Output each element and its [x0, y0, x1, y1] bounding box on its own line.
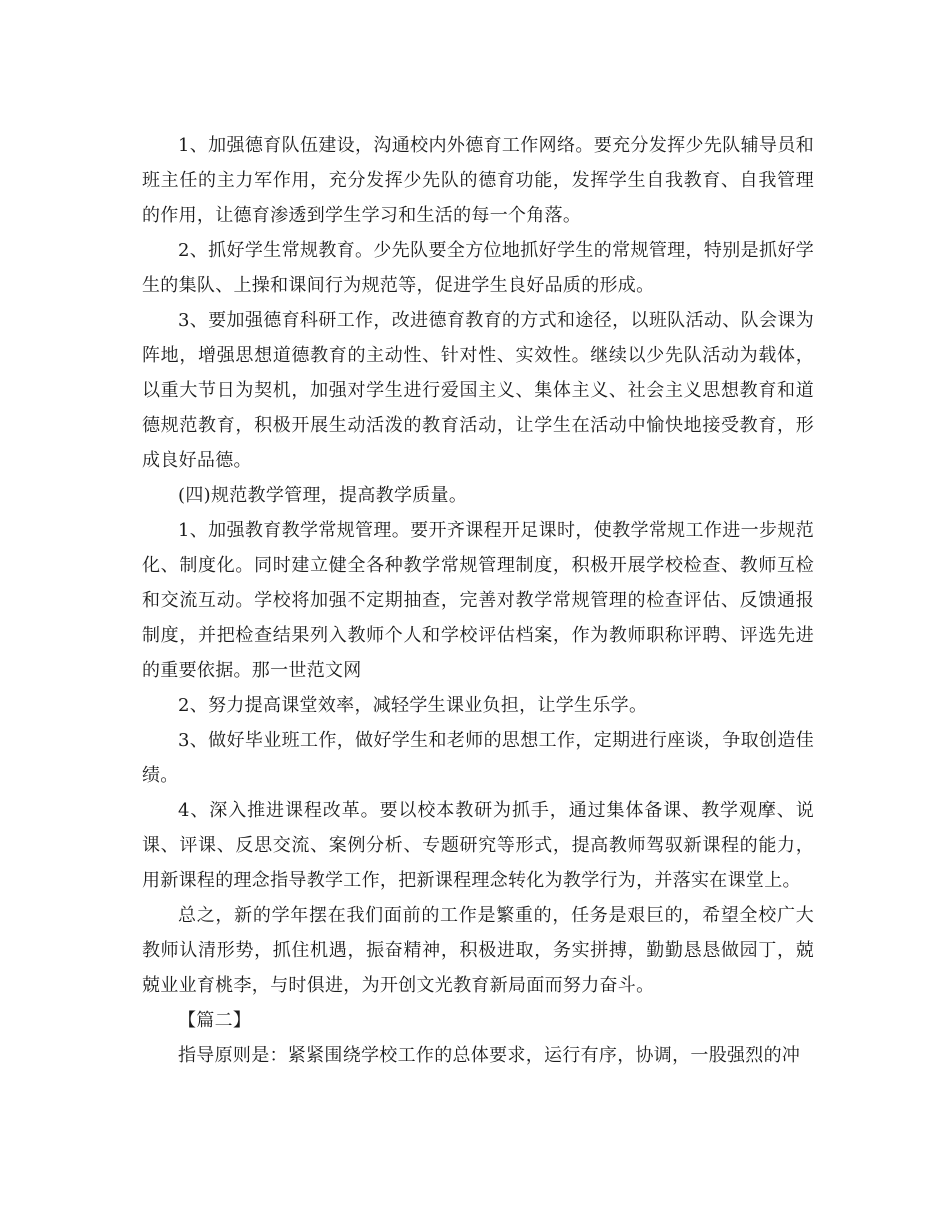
document-body — [142, 128, 814, 1073]
section-heading-teaching-management: (四)规范教学管理，提高教学质量。 — [178, 485, 468, 506]
paragraph-routine-education: 2、抓好学生常规教育。少先队要全方位地抓好学生的常规管理，特别是抓好学生的集队、上操和课间行为规范等，促进学生良好品质的形成。 — [142, 240, 814, 296]
paragraph-moral-research: 3、要加强德育科研工作，改进德育教育的方式和途径，以班队活动、队会课为阵地，增强思想道德教育的主动性、针对性、实效性。继续以少先队活动为载体，以重大节日为契机，加强对学生进行爱国主义、集体主义、社会主义思想教育和道德规范教育，积极开展生动活泼的教育活动，让学生在活动中愉快地接受教育，形成良好品德。 — [142, 310, 814, 471]
paragraph-moral-team: 1、加强德育队伍建设，沟通校内外德育工作网络。要充分发挥少先队辅导员和班主任的主力军作用，充分发挥少先队的德育功能，发挥学生自我教育、自我管理的作用，让德育渗透到学生学习和生活的每一个角落。 — [142, 135, 814, 226]
section-heading-part-two: 【篇二】 — [178, 1010, 252, 1031]
paragraph-teaching-routine: 1、加强教育教学常规管理。要开齐课程开足课时，使教学常规工作进一步规范化、制度化。同时建立健全各种教学常规管理制度，积极开展学校检查、教师互检和交流互动。学校将加强不定期抽查，完善对教学常规管理的检查评估、反馈通报制度，并把检查结果列入教师个人和学校评估档案，作为教师职称评聘、评选先进的重要依据。那一世范文网 — [142, 520, 814, 681]
paragraph-classroom-efficiency: 2、努力提高课堂效率，减轻学生课业负担，让学生乐学。 — [178, 695, 648, 716]
paragraph-graduating-class: 3、做好毕业班工作，做好学生和老师的思想工作，定期进行座谈，争取创造佳绩。 — [142, 730, 814, 786]
paragraph-curriculum-reform: 4、深入推进课程改革。要以校本教研为抓手，通过集体备课、教学观摩、说课、评课、反思交流、案例分析、专题研究等形式，提高教师驾驭新课程的能力，用新课程的理念指导教学工作，把新课程理念转化为教学行为，并落实在课堂上。 — [142, 800, 814, 891]
paragraph-guiding-principle: 指导原则是：紧紧围绕学校工作的总体要求，运行有序，协调，一股强烈的冲 — [178, 1045, 801, 1066]
paragraph-conclusion: 总之，新的学年摆在我们面前的工作是繁重的，任务是艰巨的，希望全校广大教师认清形势，抓住机遇，振奋精神，积极进取，务实拼搏，勤勤恳恳做园丁，兢兢业业育桃李，与时俱进，为开创文光教育新局面而努力奋斗。 — [142, 905, 814, 996]
